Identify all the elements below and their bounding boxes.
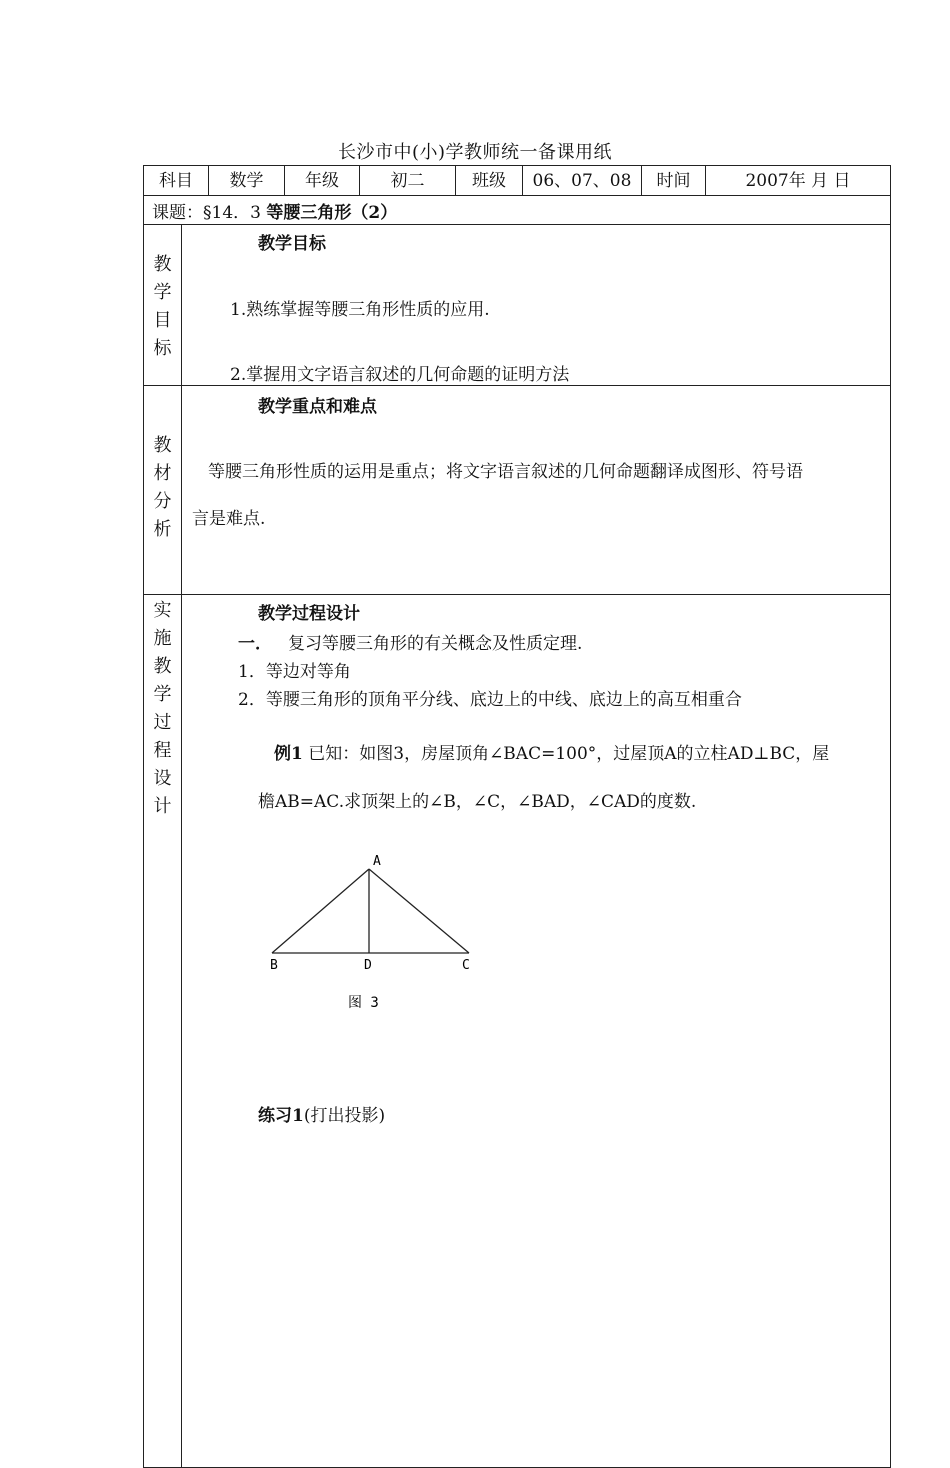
review-section [238, 629, 582, 654]
analysis-cell [182, 386, 891, 595]
process-cell [182, 595, 891, 1468]
review-section-text: 复习等腰三角形的有关概念及性质定理. [288, 634, 583, 654]
class-value: 06、07、08 [523, 166, 642, 196]
topic-row [144, 196, 891, 225]
label-b: B [270, 958, 278, 973]
label-c: C [462, 958, 470, 973]
figure-caption: 图 3 [348, 995, 379, 1011]
analysis-row [144, 386, 891, 595]
line-ab [272, 869, 369, 953]
analysis-side-text: 教 材 分 析 [153, 435, 172, 540]
objective-item-2: 2.掌握用文字语言叙述的几何命题的证明方法 [230, 365, 570, 385]
objectives-row [144, 225, 891, 386]
subject-value: 数学 [209, 166, 285, 196]
analysis-text-line2: 言是难点. [192, 509, 266, 529]
objective-item-1: 1.熟练掌握等腰三角形性质的应用. [230, 300, 490, 320]
review-section-number: 一． [238, 634, 272, 654]
example-label: 例1 [274, 744, 303, 764]
exercise-line [258, 1101, 385, 1126]
review-point-2: 2．等腰三角形的顶角平分线、底边上的中线、底边上的高互相重合 [238, 690, 742, 710]
analysis-text-line1: 等腰三角形性质的运用是重点；将文字语言叙述的几何命题翻译成图形、符号语 [208, 462, 803, 482]
process-row [144, 595, 891, 1468]
lesson-plan-table [143, 165, 891, 1468]
objectives-cell [182, 225, 891, 386]
grade-label: 年级 [285, 166, 360, 196]
example-text-1: 已知：如图3，房屋顶角∠BAC=100°，过屋顶A的立柱AD⊥BC，屋 [302, 744, 830, 764]
subject-label: 科目 [144, 166, 209, 196]
process-side-label [144, 595, 182, 1468]
analysis-heading: 教学重点和难点 [258, 397, 377, 417]
time-label: 时间 [642, 166, 706, 196]
label-d: D [364, 958, 372, 973]
time-value: 2007年 月 日 [706, 166, 891, 196]
analysis-side-label [144, 386, 182, 595]
exercise-text: (打出投影) [303, 1106, 386, 1126]
review-point-1: 1．等边对等角 [238, 662, 351, 682]
header-row [144, 166, 891, 196]
objectives-side-label [144, 225, 182, 386]
page-title: 长沙市中(小)学教师统一备课用纸 [337, 142, 613, 163]
class-label: 班级 [456, 166, 523, 196]
grade-value: 初二 [360, 166, 456, 196]
objectives-heading: 教学目标 [258, 234, 326, 254]
triangle-figure [262, 851, 482, 1011]
label-a: A [373, 854, 381, 869]
topic-name: 等腰三角形（2） [266, 202, 398, 223]
line-ac [369, 869, 469, 953]
exercise-label: 练习1 [258, 1106, 304, 1126]
example-line-1 [274, 739, 829, 764]
objectives-side-text: 教 学 目 标 [153, 254, 172, 359]
topic-cell [144, 196, 891, 225]
example-line-2: 檐AB=AC.求顶架上的∠B，∠C，∠BAD，∠CAD的度数. [258, 792, 697, 812]
topic-prefix: 课题：§14．3 [152, 202, 267, 223]
process-side-text: 实 施 教 学 过 程 设 计 [153, 600, 172, 817]
process-heading: 教学过程设计 [258, 604, 360, 624]
